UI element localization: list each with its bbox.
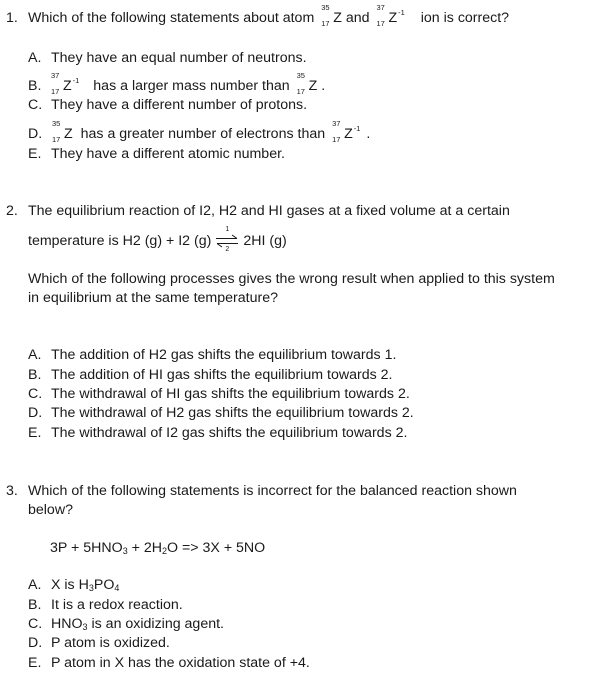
question-3-stem-line2: below? [28,502,73,518]
question-2-prompt-line2: in equilibrium at the same temperature? [28,290,278,306]
option-text: The addition of HI gas shifts the equilibrium towards 2. [51,367,393,383]
period: . [366,126,371,142]
question-3-number: 3. [6,483,18,499]
question-2-prompt-line1: Which of the following processes gives the wrong result when applied to this system [28,271,555,287]
isotope-mass-number: 37 [51,71,60,80]
isotope-symbol: Z [308,78,318,94]
question-1-and: and [345,10,370,26]
option-letter: B. [28,78,42,94]
question-3-stem-line1: Which of the following statements is incorrect for the balanced reaction shown [28,483,517,499]
isotope-charge: -1 [353,124,361,133]
option-subscript: 3 [88,583,94,593]
option-letter: A. [28,50,42,66]
equation-subscript: 2 [162,546,168,556]
option-letter: E. [28,655,42,671]
option-text-part: PO [93,577,115,593]
option-c-text [51,616,224,632]
question-1-number: 1. [6,10,18,26]
arrow-label-forward: 1 [225,226,230,234]
option-letter: A. [28,347,42,363]
period: . [321,78,326,94]
isotope-atomic-number: 17 [332,135,341,144]
arrow-label-reverse: 2 [225,246,230,254]
option-letter: B. [28,597,42,613]
option-letter: C. [28,616,43,632]
isotope-mass-number: 37 [376,3,385,12]
option-text: P atom is oxidized. [51,635,170,651]
option-letter: C. [28,97,43,113]
option-text-part: X is H [51,577,89,593]
option-text: It is a redox reaction. [51,597,183,613]
isotope-mass-number: 35 [296,71,305,80]
isotope-charge: -1 [398,8,405,17]
question-2-number: 2. [6,203,18,219]
equation-part: + 2H [127,540,163,556]
isotope-mass-number: 35 [52,119,61,128]
isotope-atomic-number: 17 [52,135,61,144]
option-letter: D. [28,635,43,651]
isotope-mass-number: 35 [321,3,330,12]
option-letter: D. [28,405,43,421]
question-1-stem [28,3,510,28]
isotope-mass-number: 37 [332,119,341,128]
option-subscript: 4 [114,583,120,593]
option-text: They have a different number of protons. [51,97,308,113]
option-text-part: HNO [51,616,83,632]
isotope-z37-ion [376,3,405,28]
question-2-stem-line2 [28,226,287,254]
option-letter: E. [28,425,42,441]
option-text: They have a different atomic number. [51,146,285,162]
isotope-z37-ion [51,71,80,96]
option-letter: D. [28,126,43,142]
option-text: The withdrawal of H2 gas shifts the equilibrium towards 2. [51,405,414,421]
question-1-stem-post: ion is correct? [420,10,510,26]
question-2-stem-line1: The equilibrium reaction of I2, H2 and HI gases at a fixed volume at a certain [28,203,510,219]
option-text: The withdrawal of I2 gas shifts the equilibrium towards 2. [51,425,408,441]
isotope-symbol: Z [333,10,342,26]
reaction-products: 2HI (g) [243,233,287,249]
isotope-z35 [52,119,73,144]
option-letter: C. [28,386,43,402]
isotope-atomic-number: 17 [321,19,330,28]
isotope-symbol: Z [64,126,73,142]
isotope-symbol: Z [344,126,353,142]
isotope-symbol: Z [63,78,72,94]
equation-part: 3P + 5HNO [50,540,123,556]
option-text-part: is an oxidizing agent. [87,616,224,632]
isotope-symbol: Z [388,10,398,26]
reaction-equation [50,540,265,556]
isotope-z37-ion [332,119,361,144]
option-text: P atom in X has the oxidation state of +4. [51,655,310,671]
option-letter: B. [28,367,42,383]
option-text: The addition of H2 gas shifts the equilibrium towards 1. [51,347,397,363]
isotope-charge: -1 [72,76,80,85]
option-text: They have an equal number of neutrons. [51,50,307,66]
option-a-text [51,577,119,593]
isotope-z35 [296,71,318,96]
option-text: has a larger mass number than [93,78,290,94]
option-text: has a greater number of electrons than [80,126,326,142]
question-1-stem-pre: Which of the following statements about atom [28,10,315,26]
option-d-text [49,119,371,144]
option-letter: A. [28,577,42,593]
equation-subscript: 3 [122,546,128,556]
isotope-atomic-number: 17 [376,19,385,28]
option-text: The withdrawal of HI gas shifts the equilibrium towards 2. [51,386,410,402]
reaction-reactants: temperature is H2 (g) + I2 (g) [28,233,212,249]
option-letter: E. [28,146,42,162]
option-b-text [48,71,326,96]
option-subscript: 3 [82,622,88,632]
isotope-atomic-number: 17 [51,87,60,96]
isotope-atomic-number: 17 [296,87,305,96]
equilibrium-arrow-icon [214,226,240,254]
equation-part: O => 3X + 5NO [167,540,266,556]
isotope-z35 [321,3,342,28]
